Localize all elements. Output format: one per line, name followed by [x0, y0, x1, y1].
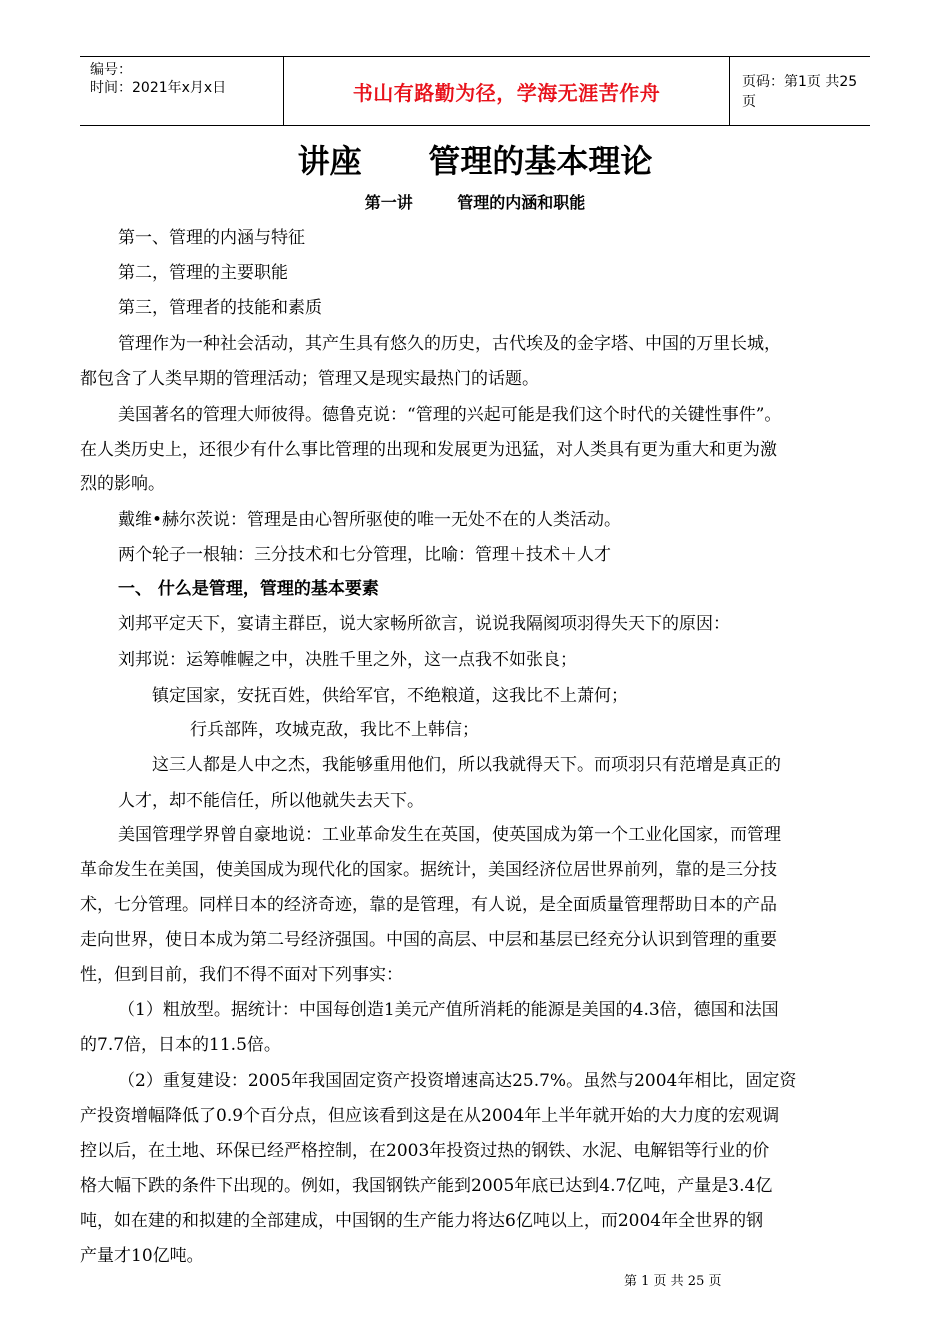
body-line: 镇定国家，安抚百姓，供给军官，不绝粮道，这我比不上萧何； [152, 686, 628, 706]
body-line: 第二，管理的主要职能 [118, 263, 288, 283]
body-line: 戴维•赫尔茨说：管理是由心智所驱使的唯一无处不在的人类活动。 [118, 510, 622, 530]
body-line: 走向世界，使日本成为第二号经济强国。中国的高层、中层和基层已经充分认识到管理的重要 [80, 930, 777, 950]
document-time-label: 时间：2021年x月x日 [90, 80, 227, 96]
body-line: 在人类历史上，还很少有什么事比管理的出现和发展更为迅猛，对人类具有更为重大和更为激 [80, 440, 777, 460]
body-line: 刘邦平定天下，宴请主群臣，说大家畅所欲言，说说我隔阂项羽得失天下的原因： [118, 614, 730, 634]
body-line: 产投资增幅降低了0.9个百分点，但应该看到这是在从2004年上半年就开始的大力度的宏观调 [80, 1106, 780, 1126]
body-line: 美国著名的管理大师彼得。德鲁克说：“管理的兴起可能是我们这个时代的关键性事件”。 [118, 405, 782, 425]
body-line: 革命发生在美国，使美国成为现代化的国家。据统计，美国经济位居世界前列，靠的是三分技 [80, 860, 777, 880]
body-line: 两个轮子一根轴：三分技术和七分管理，比喻：管理＋技术＋人才 [118, 545, 611, 565]
body-line: 烈的影响。 [80, 474, 165, 494]
body-line: 都包含了人类早期的管理活动；管理又是现实最热门的话题。 [80, 369, 539, 389]
document-title: 讲座 管理的基本理论 [297, 142, 653, 180]
body-line: 的7.7倍，日本的11.5倍。 [80, 1035, 281, 1055]
body-line: 管理作为一种社会活动，其产生具有悠久的历史，古代埃及的金字塔、中国的万里长城， [118, 334, 781, 354]
body-line: （2）重复建设：2005年我国固定资产投资增速高达25.7%。虽然与2004年相比，固定资 [118, 1071, 797, 1091]
body-line: （1）粗放型。据统计：中国每创造1美元产值所消耗的能源是美国的4.3倍，德国和法国 [118, 1000, 779, 1020]
document-number-label: 编号： [90, 62, 132, 78]
body-line: 第一、管理的内涵与特征 [118, 228, 305, 248]
body-line: 这三人都是人中之杰，我能够重用他们，所以我就得天下。而项羽只有范增是真正的 [152, 755, 781, 775]
body-line: 刘邦说：运筹帷幄之中，决胜千里之外，这一点我不如张良； [118, 650, 577, 670]
body-line: 美国管理学界曾自豪地说：工业革命发生在英国，使英国成为第一个工业化国家，而管理 [118, 825, 781, 845]
body-line: 性，但到目前，我们不得不面对下列事实： [80, 965, 403, 985]
body-line: 第三，管理者的技能和素质 [118, 298, 322, 318]
body-line: 人才，却不能信任，所以他就失去天下。 [118, 791, 424, 811]
document-header [80, 56, 870, 126]
body-line: 吨，如在建的和拟建的全部建成，中国钢的生产能力将达6亿吨以上，而2004年全世界的钢 [80, 1211, 764, 1231]
body-line: 控以后，在土地、环保已经严格控制，在2003年投资过热的钢铁、水泥、电解铝等行业的价 [80, 1141, 770, 1161]
section-heading: 一、 什么是管理，管理的基本要素 [118, 579, 379, 599]
body-line: 术，七分管理。同样日本的经济奇迹，靠的是管理，有人说，是全面质量管理帮助日本的产品 [80, 895, 777, 915]
document-subtitle: 第一讲 管理的内涵和职能 [364, 193, 586, 212]
body-line: 产量才10亿吨。 [80, 1246, 204, 1266]
header-meta [80, 57, 283, 125]
header-page-info: 页码：第1页 共25页 [742, 74, 858, 110]
body-line: 行兵部阵，攻城克敌，我比不上韩信； [190, 720, 479, 740]
page-footer: 第 1 页 共 25 页 [624, 1274, 722, 1289]
body-line: 格大幅下跌的条件下出现的。例如，我国钢铁产能到2005年底已达到4.7亿吨，产量是3.4亿 [80, 1176, 773, 1196]
header-motto: 书山有路勤为径，学海无涯苦作舟 [283, 57, 730, 125]
